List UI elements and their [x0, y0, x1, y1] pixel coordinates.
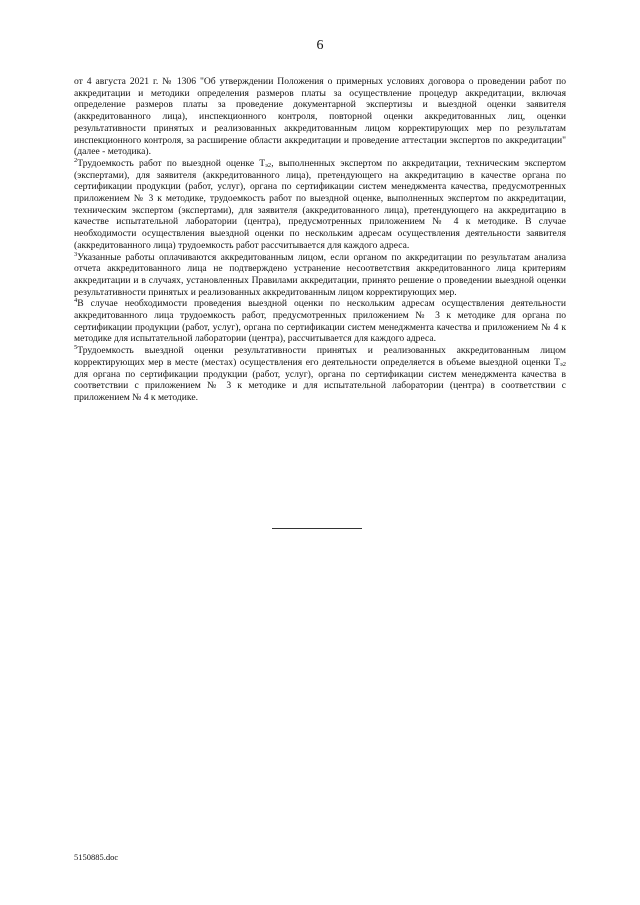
end-divider — [272, 528, 362, 529]
footnote-text: Указанные работы оплачиваются аккредитованным лицом, если органом по аккредитации по результатам анализа отчета аккредитованного лица не подтверждено устранение несоответствия аккредитованного лица критериям аккредитации и в случаях, установленных Правилами аккредитации, принято решение о проведении выездной оценки результативности принятых и реализованных аккредитованным лицом корректирующих мер. — [74, 251, 566, 298]
footnote-text: для органа по сертификации продукции (работ, услуг), органа по сертификации систем менеджмента качества в соответствии с приложением № 3 к методике и для испытательной лаборатории (центра) в соответствии с приложением № 4 к методике. — [74, 368, 566, 403]
footnote-text: Трудоемкость работ по выездной оценке Т — [77, 157, 266, 169]
footnote-2 — [74, 158, 566, 252]
footnote-subscript: э2 — [559, 360, 566, 368]
footnotes-section — [74, 76, 566, 404]
page-number: 6 — [316, 38, 324, 53]
footnote-mark: 3 — [74, 250, 78, 258]
footnote-4 — [74, 298, 566, 345]
footnote-text: Трудоемкость выездной оценки результативности принятых и реализованных аккредитованным лицом корректирующих мер в месте (местах) осуществления его деятельности определяется в объеме выездной оценки Т — [74, 345, 566, 368]
file-name: 5150885.doc — [74, 852, 119, 862]
footnote-mark: 5 — [74, 344, 78, 352]
footnote-mark: 2 — [74, 156, 78, 164]
footnote-5 — [74, 345, 566, 404]
footnote-text: , выполненных экспертом по аккредитации, техническим экспертом (экспертами), для заявителя (аккредитованного лица), претендующего на аккредитацию в качестве органа по сертификации продукции (работ, услуг), органа по сертификации систем менеджмента качества, предусмотренных приложением № 3 к методике, трудоемкость работ по выездной оценке, выполненных экспертом по аккредитации, техническим экспертом (экспертами), для заявителя (аккредитованного лица), претендующего на аккредитацию в качестве испытательной лаборатории (центра), предусмотренных приложением № 4 к методике. В случае необходимости осуществления выездной оценки по нескольким адресам осуществления деятельности заявителя (аккредитованного лица) трудоемкость работ рассчитывается для каждого адреса. — [74, 157, 566, 251]
footnote-subscript: э2 — [265, 161, 272, 169]
footnote-text: В случае необходимости проведения выездной оценки по нескольким адресам осуществления деятельности аккредитованного лица трудоемкость работ, предусмотренных приложением № 3 к методике для органа по сертификации продукции (работ, услуг), органа по сертификации систем менеджмента качества и приложением № 4 к методике для испытательной лаборатории (центра), рассчитывается для каждого адреса. — [74, 298, 566, 345]
footnote-continuation: от 4 августа 2021 г. № 1306 "Об утверждении Положения о примерных условиях договора о проведении работ по аккредитации и методики определения размеров платы за осуществление процедур аккредитации, включая определение размеров платы за проведение документарной экспертизы и выездной оценки заявителя (аккредитованного лица), инспекционного контроля, повторной оценки аккредитованных лиц, оценки результативности принятых и реализованных аккредитованным лицом корректирующих мер по результатам инспекционного контроля, за расширение области аккредитации и проведение аттестации экспертов по аккредитации" (далее - методика). — [74, 76, 566, 158]
footnote-3 — [74, 252, 566, 299]
footnote-mark: 4 — [74, 297, 78, 305]
